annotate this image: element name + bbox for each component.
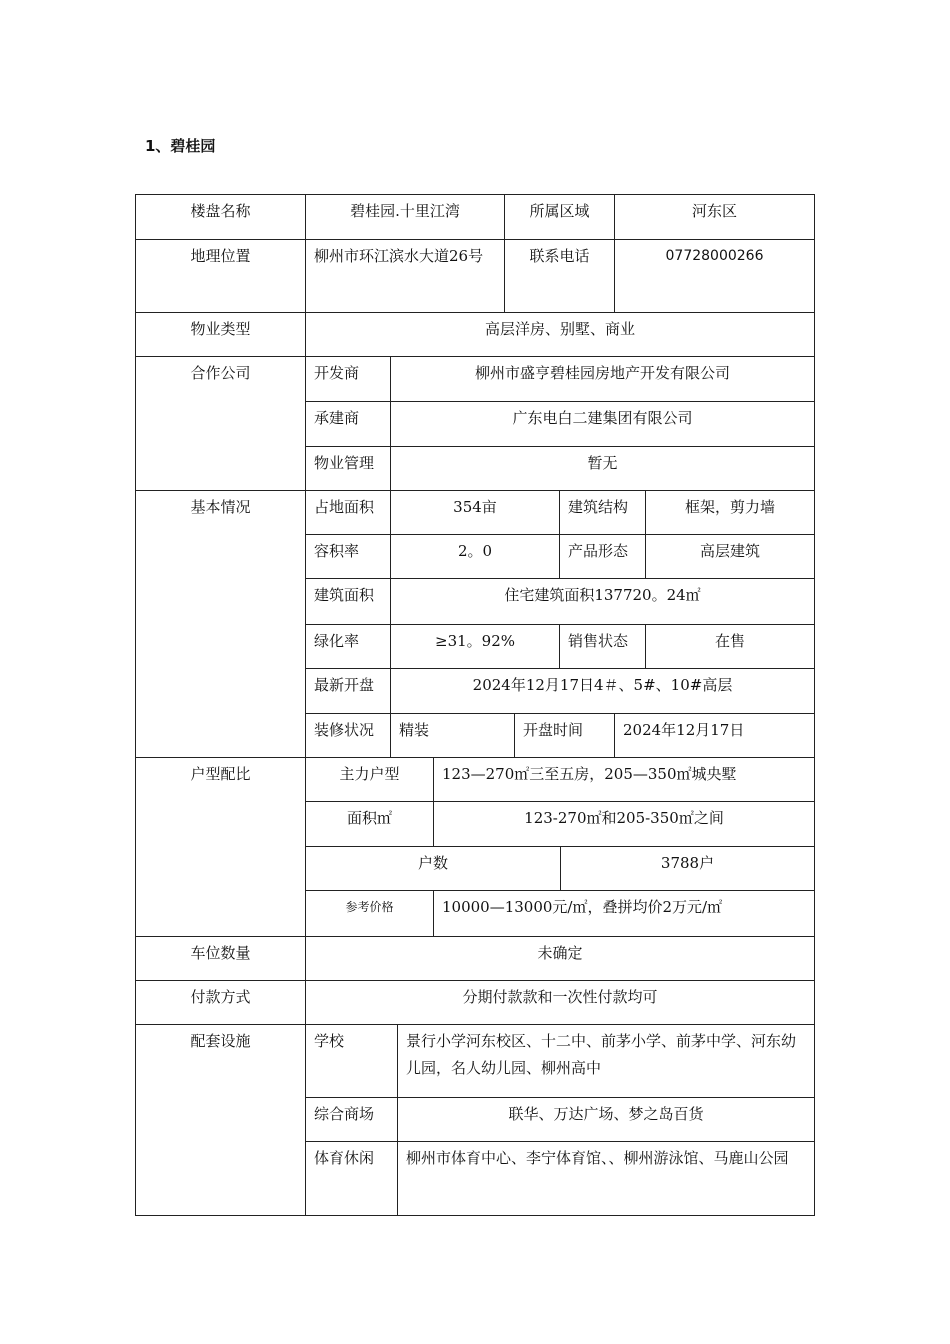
contractor-label: 承建商 [305,401,391,447]
structure-label: 建筑结构 [559,490,646,535]
payment-label: 付款方式 [135,980,306,1025]
location-value: 柳州市环江滨水大道26号 [305,239,505,313]
parking-value: 未确定 [305,936,815,981]
green-value: ≥31。92% [390,624,560,669]
sales-value: 在售 [645,624,815,669]
mall-label: 综合商场 [305,1097,398,1142]
management-label: 物业管理 [305,446,391,491]
name-value: 碧桂园.十里江湾 [305,194,505,240]
sales-label: 销售状态 [559,624,646,669]
area-value: 123-270㎡和205-350㎡之间 [433,801,815,847]
land-area-label: 占地面积 [305,490,391,535]
location-label: 地理位置 [135,239,306,313]
build-area-value: 住宅建筑面积137720。24㎡ [390,578,815,625]
product-label: 产品形态 [559,534,646,579]
structure-value: 框架，剪力墙 [645,490,815,535]
property-type-label: 物业类型 [135,312,306,357]
payment-value: 分期付款款和一次性付款均可 [305,980,815,1025]
decoration-value: 精装 [390,713,515,758]
contractor-value: 广东电白二建集团有限公司 [390,401,815,447]
mall-value: 联华、万达广场、梦之岛百货 [397,1097,815,1142]
households-label: 户数 [305,846,561,891]
school-value: 景行小学河东校区、十二中、前茅小学、前茅中学、河东幼儿园，名人幼儿园、柳州高中 [397,1024,815,1098]
main-unit-label: 主力户型 [305,757,434,802]
price-value: 10000—13000元/㎡，叠拼均价2万元/㎡ [433,890,815,937]
region-label: 所属区域 [504,194,615,240]
basic-label: 基本情况 [135,490,306,758]
developer-value: 柳州市盛亨碧桂园房地产开发有限公司 [390,356,815,402]
phone-label: 联系电话 [504,239,615,313]
area-label: 面积㎡ [305,801,434,847]
region-value: 河东区 [614,194,815,240]
latest-open-value: 2024年12月17日4＃、5#、10#高层 [390,668,815,714]
build-area-label: 建筑面积 [305,578,391,625]
parking-label: 车位数量 [135,936,306,981]
latest-open-label: 最新开盘 [305,668,391,714]
land-area-value: 354亩 [390,490,560,535]
price-label: 参考价格 [305,890,434,937]
decoration-label: 装修状况 [305,713,391,758]
product-value: 高层建筑 [645,534,815,579]
phone-value: 07728000266 [614,239,815,313]
households-value: 3788户 [560,846,815,891]
main-unit-value: 123—270㎡三至五房，205—350㎡城央墅 [433,757,815,802]
green-label: 绿化率 [305,624,391,669]
sports-value: 柳州市体育中心、李宁体育馆、、柳州游泳馆、马鹿山公园 [397,1141,815,1216]
developer-label: 开发商 [305,356,391,402]
section-heading: 1、碧桂园 [145,137,216,155]
facilities-label: 配套设施 [135,1024,306,1216]
far-label: 容积率 [305,534,391,579]
partners-label: 合作公司 [135,356,306,491]
units-label: 户型配比 [135,757,306,937]
open-time-value: 2024年12月17日 [614,713,815,758]
school-label: 学校 [305,1024,398,1098]
far-value: 2。0 [390,534,560,579]
open-time-label: 开盘时间 [514,713,615,758]
name-label: 楼盘名称 [135,194,306,240]
property-type-value: 高层洋房、别墅、商业 [305,312,815,357]
management-value: 暂无 [390,446,815,491]
sports-label: 体育休闲 [305,1141,398,1216]
